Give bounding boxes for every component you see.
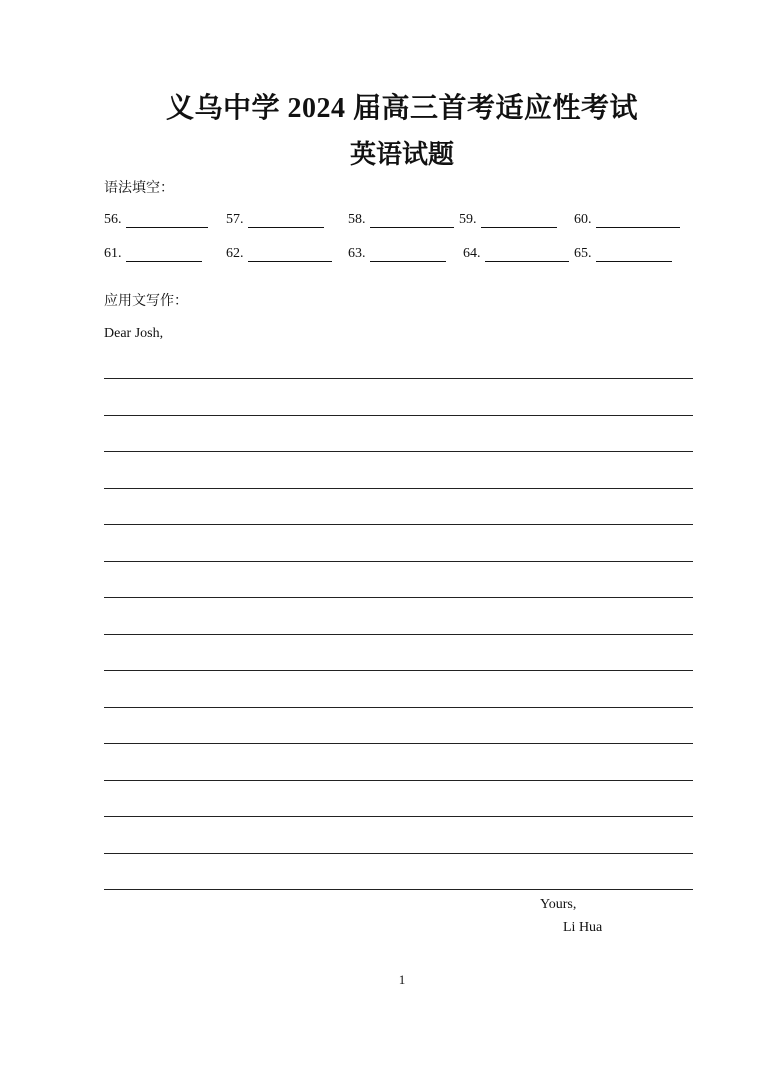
answer-blank-57[interactable] xyxy=(226,212,324,228)
writing-line[interactable] xyxy=(104,670,693,671)
writing-line[interactable] xyxy=(104,816,693,817)
blank-line xyxy=(481,215,557,228)
blank-line xyxy=(126,249,202,262)
page-number: 1 xyxy=(398,972,406,987)
answer-blank-60[interactable] xyxy=(574,212,680,228)
answer-blank-65[interactable] xyxy=(574,246,672,262)
writing-line[interactable] xyxy=(104,634,693,635)
exam-title: 义乌中学 2024 届高三首考适应性考试 xyxy=(165,93,638,124)
blank-line xyxy=(485,249,569,262)
grammar-section-label: 语法填空： xyxy=(104,180,174,196)
writing-line[interactable] xyxy=(104,597,693,598)
blank-line xyxy=(248,249,332,262)
blank-line xyxy=(126,215,208,228)
writing-line[interactable] xyxy=(104,415,693,416)
blank-line xyxy=(370,215,454,228)
blank-number: 56. xyxy=(104,212,122,227)
blank-number: 58. xyxy=(348,212,366,227)
writing-line[interactable] xyxy=(104,889,693,890)
blank-number: 64. xyxy=(463,246,481,261)
answer-blank-56[interactable] xyxy=(104,212,208,228)
writing-line[interactable] xyxy=(104,451,693,452)
blank-number: 65. xyxy=(574,246,592,261)
answer-blank-61[interactable] xyxy=(104,246,202,262)
answer-blank-59[interactable] xyxy=(459,212,557,228)
writing-line[interactable] xyxy=(104,707,693,708)
blank-line xyxy=(248,215,324,228)
exam-subtitle: 英语试题 xyxy=(349,140,454,169)
writing-line[interactable] xyxy=(104,488,693,489)
letter-salutation: Dear Josh, xyxy=(104,326,164,341)
blank-number: 57. xyxy=(226,212,244,227)
writing-line[interactable] xyxy=(104,561,693,562)
letter-signature: Li Hua xyxy=(563,920,603,935)
blank-number: 61. xyxy=(104,246,122,261)
blank-number: 59. xyxy=(459,212,477,227)
writing-line[interactable] xyxy=(104,780,693,781)
writing-line[interactable] xyxy=(104,743,693,744)
answer-blank-63[interactable] xyxy=(348,246,446,262)
answer-blank-58[interactable] xyxy=(348,212,454,228)
answer-blank-62[interactable] xyxy=(226,246,332,262)
blank-number: 60. xyxy=(574,212,592,227)
blank-line xyxy=(596,215,680,228)
blank-number: 62. xyxy=(226,246,244,261)
blank-line xyxy=(370,249,446,262)
blank-line xyxy=(596,249,672,262)
letter-closing: Yours, xyxy=(540,897,577,912)
answer-blank-64[interactable] xyxy=(463,246,569,262)
writing-section-label: 应用文写作： xyxy=(104,293,188,309)
writing-line[interactable] xyxy=(104,378,693,379)
blank-number: 63. xyxy=(348,246,366,261)
writing-line[interactable] xyxy=(104,524,693,525)
writing-line[interactable] xyxy=(104,853,693,854)
